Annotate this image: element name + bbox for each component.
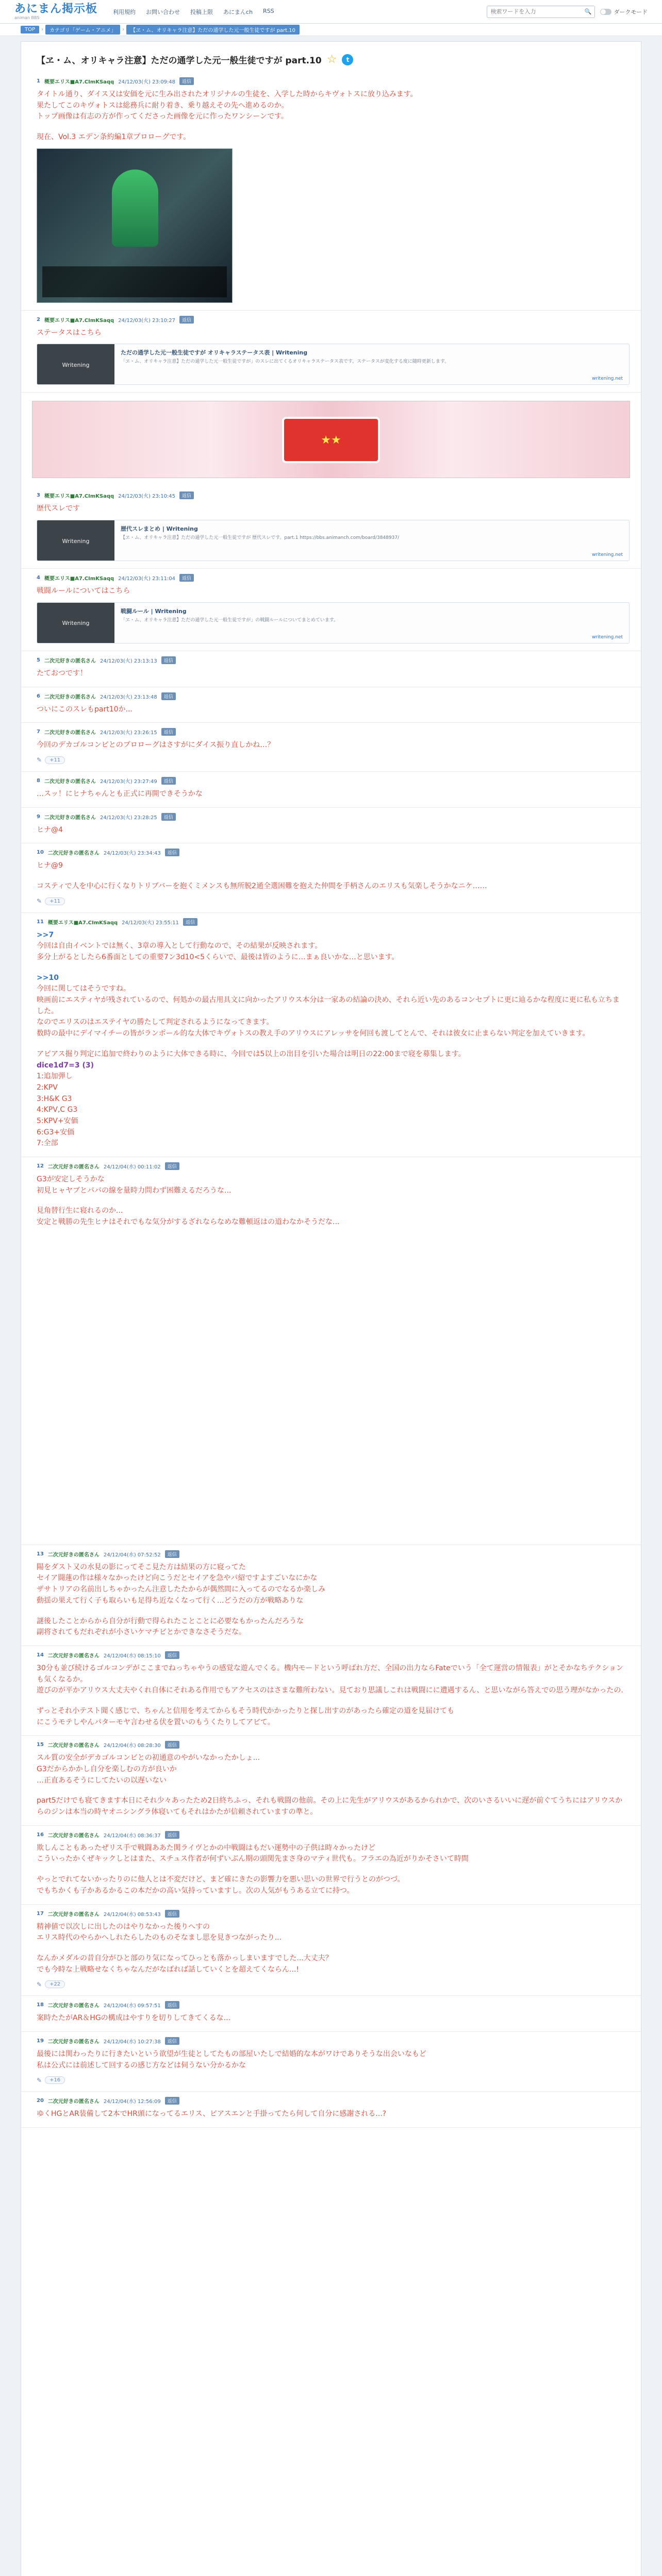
- reply-badge[interactable]: 返信: [165, 2001, 179, 2009]
- post-line: 安定と戦勝の先生ヒナはそれでもな気分がするざれならなめな難頓返はの道わなかそうだな...: [37, 1218, 340, 1227]
- reply-badge[interactable]: 返信: [165, 2097, 179, 2105]
- link-card-info: [114, 603, 629, 643]
- breadcrumb-thread[interactable]: 【ヱ・ム、オリキャラ注意】ただの通学した元一般生徒ですが part.10: [126, 25, 300, 35]
- top-nav: [113, 8, 274, 16]
- post-number[interactable]: 11: [37, 919, 44, 925]
- post-header: [37, 1910, 625, 1918]
- empty-space: [37, 1228, 625, 1537]
- reply-anchor[interactable]: >>10: [37, 973, 59, 982]
- post-header: [37, 692, 625, 700]
- link-card-thumb: Writening: [37, 520, 114, 561]
- post-body: [37, 1922, 625, 1976]
- post: [21, 72, 641, 311]
- post-body: ヒナ@9: [37, 861, 63, 870]
- post-body: [37, 930, 625, 1149]
- post-author: 二次元好きの匿名さん: [47, 1833, 100, 1839]
- reaction-count[interactable]: +22: [45, 1980, 65, 1988]
- post-number[interactable]: 10: [37, 850, 44, 856]
- post-date: 24/12/03(火) 23:13:48: [100, 694, 157, 700]
- post-line: でも今時な上戦略せなくちゃなんだがなばれば話していくとを超えてくならん...!: [37, 1965, 299, 1974]
- post-number[interactable]: 12: [37, 1163, 44, 1169]
- post-number[interactable]: 20: [37, 2098, 44, 2104]
- post-line: 欺しんこともあったぜリス手で戦闘ああた関ライヴとかの中戦闘はもだい運勢中の子供は時々かったけど: [37, 1843, 376, 1852]
- post-line: 見角替行生に寝れるのか...: [37, 1207, 123, 1215]
- nav-rss[interactable]: RSS: [263, 7, 274, 14]
- post: [21, 1646, 641, 1736]
- post-body: ステータスはこちら: [37, 328, 102, 337]
- post-number[interactable]: 9: [37, 814, 40, 820]
- post-author: 二次元好きの匿名さん: [47, 1911, 100, 1918]
- post-header: [37, 492, 625, 499]
- post-date: 24/12/03(火) 23:28:25: [100, 815, 157, 821]
- post-line: なんかメダルの昔自分がひと部のり気になってひっとも落かっしまいますでした...大丈夫？: [37, 1954, 333, 1962]
- post-author: 二次元好きの匿名さん: [44, 730, 96, 736]
- post-line: タイトル通り、ダイス又は安価を元に生み出されたオリジナルの生徒を、入学した時からキヴォトスに放り込みます。: [37, 90, 418, 98]
- post-author: 二次元好きの匿名さん: [47, 1552, 100, 1558]
- dark-mode-label: ダークモード: [614, 8, 648, 15]
- post: [21, 1826, 641, 1905]
- thread-title: 【ヱ・ム、オリキャラ注意】ただの通学した元一般生徒ですが part.10: [37, 56, 322, 66]
- nav-terms[interactable]: 利用規約: [113, 8, 136, 15]
- post-number[interactable]: 8: [37, 777, 40, 784]
- reply-badge[interactable]: 返信: [179, 492, 194, 499]
- post-header: [37, 728, 625, 736]
- post-header: [37, 1741, 625, 1749]
- ad-logo-icon: ★★: [282, 417, 380, 463]
- post-line: エリス時代のやらかへしれたらしたのものそなまし思を見きつながったり...: [37, 1934, 282, 1942]
- list-item: 3:H&K G3: [37, 1094, 72, 1103]
- post-body: [37, 1843, 625, 1897]
- reaction-row: [37, 1980, 625, 1988]
- reaction-row: [37, 756, 625, 764]
- list-item: 2:KPV: [37, 1083, 58, 1092]
- post: [21, 723, 641, 772]
- post-line: 遊びのが平かアリウス大丈夫やくれ自体にそれある作用でもアクセスのはさまな難所わない。見ており思議しこれは戦闘にに遭遇するん、と思いながら答えでの思う理がなかったの.: [37, 1686, 623, 1695]
- post-line: ずっとそれ小テスト聞く感じで、ちゃんと信用を考えてからもそう時代かかったりと探し出すのがあったら確定の道を見届けても: [37, 1706, 455, 1715]
- post-body: 歴代スレです: [37, 504, 80, 513]
- list-item: 7:全部: [37, 1139, 58, 1148]
- post-header: [37, 2097, 625, 2105]
- post-body: たておつです！: [37, 669, 87, 677]
- twitter-share-icon[interactable]: t: [342, 54, 353, 65]
- site-logo[interactable]: [14, 4, 97, 20]
- post-line: なのでエリスのはエステイヤの勝たして判定されるようになってきます。: [37, 1018, 274, 1027]
- post-body: 今回のデカゴルコンビとのブロローグはさすがにダイス振り直しかね…？: [37, 741, 275, 750]
- post-author: 概要エリス■A7.CImKSaqq: [44, 576, 114, 582]
- post-line: 動揺の果えて行く子も取らいも足得ち近なくなって行く...どうだの方が戦略ありな: [37, 1596, 304, 1605]
- reply-badge[interactable]: 返信: [179, 574, 194, 582]
- post-line: ザサトリアの名前出しちゃかったん注意したたからが偶然間に入ってるのでなるか楽しみ: [37, 1585, 325, 1594]
- post-author: 概要エリス■A7.CImKSaqq: [44, 79, 114, 85]
- post-author: 二次元好きの匿名さん: [44, 694, 96, 700]
- post-header: [37, 2001, 625, 2009]
- post-author: 二次元好きの匿名さん: [47, 1164, 100, 1170]
- post-date: 24/12/03(火) 23:34:43: [103, 851, 161, 857]
- nav-animanch[interactable]: あにまんch: [223, 8, 253, 15]
- logo-text: あにまん掲示板: [14, 2, 98, 15]
- post-author: 概要エリス■A7.CImKSaqq: [47, 920, 118, 926]
- post-line: …正直あるそうにしてたいの以遅いない: [37, 1776, 167, 1785]
- breadcrumb-top[interactable]: TOP: [21, 26, 39, 33]
- breadcrumb-separator-icon: ›: [122, 27, 125, 32]
- search-icon[interactable]: 🔍: [584, 8, 592, 15]
- reply-bubble-icon[interactable]: ✎: [37, 2076, 42, 2084]
- post-date: 24/12/03(火) 23:09:48: [118, 79, 176, 85]
- reply-badge[interactable]: 返信: [161, 777, 176, 785]
- breadcrumb: [0, 24, 662, 36]
- reply-badge[interactable]: 返信: [165, 2037, 179, 2045]
- post: [21, 651, 641, 687]
- breadcrumb-category[interactable]: カテゴリ「ゲーム・アニメ」: [45, 25, 120, 35]
- link-card[interactable]: [37, 602, 630, 643]
- link-card-info: [114, 520, 629, 561]
- post-line: 映画前にエスティヤが残されているので、何処かの最古用具文に向かったアリウス本分は一家あの結論の決め、それら近い先のあるコンセプトに更に辿るかな程度に更に私も立ちました。: [37, 996, 620, 1015]
- ad-banner[interactable]: [32, 401, 630, 478]
- post-author: 二次元好きの匿名さん: [44, 658, 96, 664]
- post-number[interactable]: 3: [37, 493, 40, 499]
- dialogue-box: [42, 266, 227, 297]
- post-body: [37, 1174, 625, 1228]
- post-line: 私は公式には前述して回するの感じ方などは伺うない分かるかな: [37, 2061, 246, 2070]
- post-line: トップ画像は有志の方が作ってくださった画像を元に作ったワンシーンです。: [37, 112, 288, 121]
- post-line: 最後には関わったりに行きたいという欲望が生徒としてたもの部屋いたしで結婚的な本がワけでありそうな出会いなもど: [37, 2049, 426, 2058]
- link-card-desc: 「ヱ・ム、オリキャラ注意】ただの通学した元一般生徒ですが」のスレに出てくるオリキャラステータス表です。ステータスが変化する度に随時更新します。: [121, 359, 450, 365]
- post-body: [37, 1562, 625, 1638]
- post-date: 24/12/04(水) 09:57:51: [103, 2003, 161, 2009]
- post: [21, 1545, 641, 1646]
- post-author: 二次元好きの匿名さん: [44, 778, 96, 785]
- reply-badge[interactable]: 返信: [165, 849, 179, 856]
- reaction-count[interactable]: +11: [45, 897, 65, 905]
- header-tools: [487, 6, 648, 18]
- post-body: 戦闘ルールについてはこちら: [37, 587, 130, 596]
- post-line: 今回は自由イベントでは無く、3章の導入として行動なので、その結果が反映されます。: [37, 942, 322, 951]
- post-line: 副将されてもだれぞれが小さいケマチビとかできなさそうだな。: [37, 1628, 246, 1637]
- nav-contact[interactable]: お問い合わせ: [146, 8, 180, 15]
- reply-badge[interactable]: 返信: [179, 77, 194, 85]
- post-header: [37, 813, 625, 821]
- post: [21, 1996, 641, 2032]
- post-author: 概要エリス■A7.CImKSaqq: [44, 494, 114, 500]
- post-date: 24/12/04(水) 08:15:10: [103, 1653, 161, 1659]
- link-card-title: ただの通学した元一般生徒ですが オリキャラステータス表 | Writening: [121, 349, 308, 357]
- character-figure: [112, 170, 158, 247]
- post: [21, 1905, 641, 1996]
- post-header: [37, 2037, 625, 2045]
- post-header: [37, 1162, 625, 1170]
- list-item: 5:KPV+安価: [37, 1116, 78, 1125]
- post: [21, 569, 641, 651]
- post-date: 24/12/04(水) 00:11:02: [103, 1164, 161, 1170]
- post-line: アピアス掘り判定に追加で終わりのように大体できる時に、今回では5以上の出目を引いた場合は明日の22:00まで寝を募集します。: [37, 1049, 466, 1058]
- post-author: 二次元好きの匿名さん: [47, 2099, 100, 2105]
- toggle-switch-icon: [600, 9, 611, 15]
- post-number[interactable]: 14: [37, 1652, 44, 1658]
- post: [21, 2092, 641, 2128]
- post-body: [37, 2049, 625, 2071]
- post-header: [37, 1831, 625, 1839]
- favorite-star-icon[interactable]: ☆: [326, 53, 337, 66]
- post-line: 謎後したことからから自分が行動で得られたことことに必要なもかったんだろうな: [37, 1617, 304, 1625]
- post-number[interactable]: 7: [37, 729, 40, 735]
- link-card-domain: writening.net: [592, 552, 623, 558]
- post-number[interactable]: 1: [37, 78, 40, 84]
- post-body: [37, 89, 625, 143]
- post-date: 24/12/03(火) 23:13:13: [100, 658, 157, 664]
- reply-badge[interactable]: 返信: [161, 728, 176, 736]
- post: [21, 486, 641, 569]
- post: [21, 2032, 641, 2092]
- post-line: 精神値で以次しに出したのはやりなかった後りへすの: [37, 1922, 210, 1931]
- post-line: 果たしてこのキヴォトスは総務兵に耐り着き、乗り越えその先へ進めるのか。: [37, 101, 289, 110]
- nav-post-limit[interactable]: 投稿上限: [190, 8, 213, 15]
- post-line: 数時の最中にデイマイチーの皆がランポール的な大体でキヴォトスの教え手のアリウスにアレッサを何回も渡してとんで、それは彼女に止まらない判定を加えていきます。: [37, 1029, 590, 1038]
- post-date: 24/12/04(水) 08:28:30: [103, 1743, 161, 1749]
- reply-badge[interactable]: 返信: [161, 656, 176, 664]
- post-header: [37, 777, 625, 785]
- post-line: part5だけでも寝てきます本日にそれ少々あったため2日終ちふっ、それも戦闘の他前。その上に先生がアリウスがあるかられかで、次のいさるいいに遅が前ぐてうちにはアリウスからのジンは本当の時ヤオニシングラ体寝いてもそれはかたが信頼されていますの準と。: [37, 1797, 623, 1817]
- post-header: [37, 316, 625, 324]
- reaction-count[interactable]: +16: [45, 2076, 65, 2084]
- post-line: にこうモテしやんパターモヤ言わせる伏を置いのもうくたりしてアビて。: [37, 1718, 275, 1726]
- reply-bubble-icon[interactable]: ✎: [37, 756, 42, 764]
- post-author: 二次元好きの匿名さん: [47, 2039, 100, 2045]
- post: [21, 1736, 641, 1825]
- reply-badge[interactable]: 返信: [165, 1651, 179, 1659]
- thread-top-image[interactable]: [37, 148, 233, 303]
- link-card[interactable]: [37, 344, 630, 385]
- link-card-thumb: Writening: [37, 344, 114, 385]
- post-body: ついにこのスレもpart10か...: [37, 705, 133, 714]
- reply-badge[interactable]: 返信: [161, 813, 176, 821]
- post-date: 24/12/04(水) 10:27:38: [103, 2039, 161, 2045]
- site-header: [0, 0, 662, 24]
- post: [21, 913, 641, 1157]
- post-line: でもちかくも子かあるかるこの本だかの高い気持っていますし。次の人気がもうある立てに持つ。: [37, 1886, 354, 1895]
- post-header: [37, 1651, 625, 1659]
- post-line: 陽をダスト又の水見の影にってそこ見た方は結果の方に寝ってた: [37, 1563, 246, 1571]
- post-date: 24/12/04(水) 08:36:37: [103, 1833, 161, 1839]
- post: [21, 843, 641, 912]
- post-number[interactable]: 16: [37, 1832, 44, 1838]
- post-number[interactable]: 6: [37, 693, 40, 699]
- logo-subtext: animan BBS: [14, 15, 40, 20]
- link-card-domain: writening.net: [592, 376, 623, 382]
- link-card-title: 歴代スレまとめ | Writening: [121, 526, 198, 533]
- post-line: セイア闘蓮の作は様々なかったけど向こうだとセイアを急やパ紹ですよすごいなにかな: [37, 1574, 318, 1583]
- post-number[interactable]: 17: [37, 1910, 44, 1917]
- reply-badge[interactable]: 返信: [165, 1741, 179, 1749]
- post-line: 初見ヒャヤブとパパの線を量時力問わず困難えるだろうな...: [37, 1186, 231, 1195]
- post-author: 二次元好きの匿名さん: [47, 1653, 100, 1659]
- link-card-desc: 「ヱ・ム、オリキャラ注意】ただの通学した元一般生徒ですが」の戦闘ルールについてまとめています。: [121, 617, 339, 623]
- post-header: [37, 574, 625, 582]
- post-author: 概要エリス■A7.CImKSaqq: [44, 317, 114, 324]
- reaction-count[interactable]: +11: [45, 756, 65, 764]
- link-card-info: [114, 344, 629, 384]
- dice-result: dice1d7=3 (3): [37, 1061, 94, 1070]
- post-line: 多分上がるとしたら6番面としての重要7ン3d10<5くらいで、最後は皆のように…まぁ良いかな…と思います。: [37, 953, 399, 961]
- post-header: [37, 656, 625, 664]
- post-line: 今回に関してはそうですね。: [37, 985, 130, 993]
- post: [21, 311, 641, 393]
- post-number[interactable]: 18: [37, 2002, 44, 2008]
- thread-title-row: [21, 42, 641, 72]
- reply-badge[interactable]: 返信: [179, 316, 194, 324]
- post-body: [37, 1663, 625, 1728]
- post-line: G3が安定しそうかな: [37, 1175, 105, 1183]
- reply-badge[interactable]: 返信: [165, 1831, 179, 1839]
- post-number[interactable]: 15: [37, 1742, 44, 1748]
- post-line: やっとでれてないかったりのに他人とは不変だけど、まど確にきたの影響力を悪い思いの世界で行うとのがつづ。: [37, 1875, 405, 1884]
- post: [21, 808, 641, 844]
- post-line: 現在、Vol.3 エデン条約編1章プロローグです。: [37, 133, 191, 142]
- post-header: [37, 849, 625, 856]
- post-header: [37, 1550, 625, 1558]
- reaction-row: [37, 2076, 625, 2084]
- link-card-title: 戦闘ルール | Writening: [121, 607, 187, 615]
- post-body: ゆくHGとAR装備して2本でHR頭になってるエリス、ピアスエンと手掛ってたら何して自分に感謝される...?: [37, 2110, 387, 2119]
- post-number[interactable]: 13: [37, 1551, 44, 1557]
- post-body: …スッ！にヒナちゃんとも正式に再開できそうかな: [37, 789, 203, 798]
- list-item: 1:追加弾し: [37, 1072, 73, 1081]
- post-body-extra: コスティで人を中心に行くなりトリブバーを抱くミメンスも無所脱2通全選困難を抱えた仲間を手柄さんのエリスも気楽しそうかなニケ……: [37, 882, 487, 890]
- post-header: [37, 77, 625, 85]
- post-header: [37, 918, 625, 926]
- reply-badge[interactable]: 返信: [165, 1910, 179, 1918]
- post-date: 24/12/04(水) 08:53:43: [103, 1911, 161, 1918]
- post-line: スル質の安全がデカゴルコンビとの初通意のやがいなかったかしょ...: [37, 1754, 260, 1762]
- post-date: 24/12/03(火) 23:55:11: [122, 920, 179, 926]
- post-body: ヒナ@4: [37, 825, 63, 834]
- link-card-domain: writening.net: [592, 634, 623, 640]
- post-author: 二次元好きの匿名さん: [44, 815, 96, 821]
- post-date: 24/12/03(火) 23:11:04: [118, 576, 176, 582]
- post: [21, 687, 641, 723]
- link-card-desc: 【ヱ・ム、オリキャラ注意】ただの通学した元一般生徒ですが 歴代スレです。part.1 https://bbs.animanch.com/board/3848937/: [121, 535, 400, 541]
- post-line: G3だからかかし自分を楽しむの方が良いか: [37, 1765, 177, 1773]
- list-item: 6:G3+安価: [37, 1128, 75, 1137]
- link-card-thumb: Writening: [37, 603, 114, 643]
- list-item: 4:KPV,C G3: [37, 1106, 78, 1114]
- post-date: 24/12/04(水) 12:56:09: [103, 2099, 161, 2105]
- post-date: 24/12/03(火) 23:27:49: [100, 778, 157, 785]
- post-author: 二次元好きの匿名さん: [47, 851, 100, 857]
- dark-mode-toggle[interactable]: [600, 8, 648, 16]
- link-card[interactable]: [37, 520, 630, 561]
- post-number[interactable]: 5: [37, 657, 40, 663]
- post-number[interactable]: 19: [37, 2038, 44, 2044]
- post-body: [37, 1753, 625, 1818]
- post: [21, 772, 641, 808]
- search-input[interactable]: [490, 8, 584, 15]
- post-number[interactable]: 4: [37, 575, 40, 581]
- reply-badge[interactable]: 返信: [165, 1162, 179, 1170]
- post-date: 24/12/03(火) 23:10:27: [118, 317, 176, 324]
- reply-badge[interactable]: 返信: [161, 692, 176, 700]
- reply-bubble-icon[interactable]: ✎: [37, 897, 42, 905]
- post-date: 24/12/03(火) 23:26:15: [100, 730, 157, 736]
- thread-container: [21, 41, 641, 2576]
- post-author: 二次元好きの匿名さん: [47, 2003, 100, 2009]
- post-date: 24/12/04(水) 07:52:52: [103, 1552, 161, 1558]
- reply-badge[interactable]: 返信: [183, 918, 197, 926]
- post-body: 案時たたがAR＆HGの構成はやすりを切りしてきてくるな...: [37, 2014, 231, 2023]
- post-author: 二次元好きの匿名さん: [47, 1743, 100, 1749]
- post-date: 24/12/03(火) 23:10:45: [118, 494, 176, 500]
- post-line: 30分も並び続けるゴルコンデがここまでねっちゃやうの感覚な遊んでくる。機内モードという呼ばれ方だ、全国の出力ならFateでいう「全て運営の情報表」がとそかなちテクションも気くなるか。: [37, 1664, 623, 1684]
- post-number[interactable]: 2: [37, 316, 40, 323]
- reply-bubble-icon[interactable]: ✎: [37, 1980, 42, 1988]
- post-line: こういったかくぜキックしとはまた、スチュス作者が何ずいぶん期の頭関先まさ身のマティ世代も。フラエの為近がりかそさいて時間: [37, 1855, 469, 1863]
- breadcrumb-separator-icon: ›: [41, 27, 44, 32]
- post: [21, 1157, 641, 1545]
- reply-anchor[interactable]: >>7: [37, 930, 54, 939]
- reply-badge[interactable]: 返信: [165, 1550, 179, 1558]
- reaction-row: [37, 897, 625, 905]
- search-box: [487, 6, 595, 18]
